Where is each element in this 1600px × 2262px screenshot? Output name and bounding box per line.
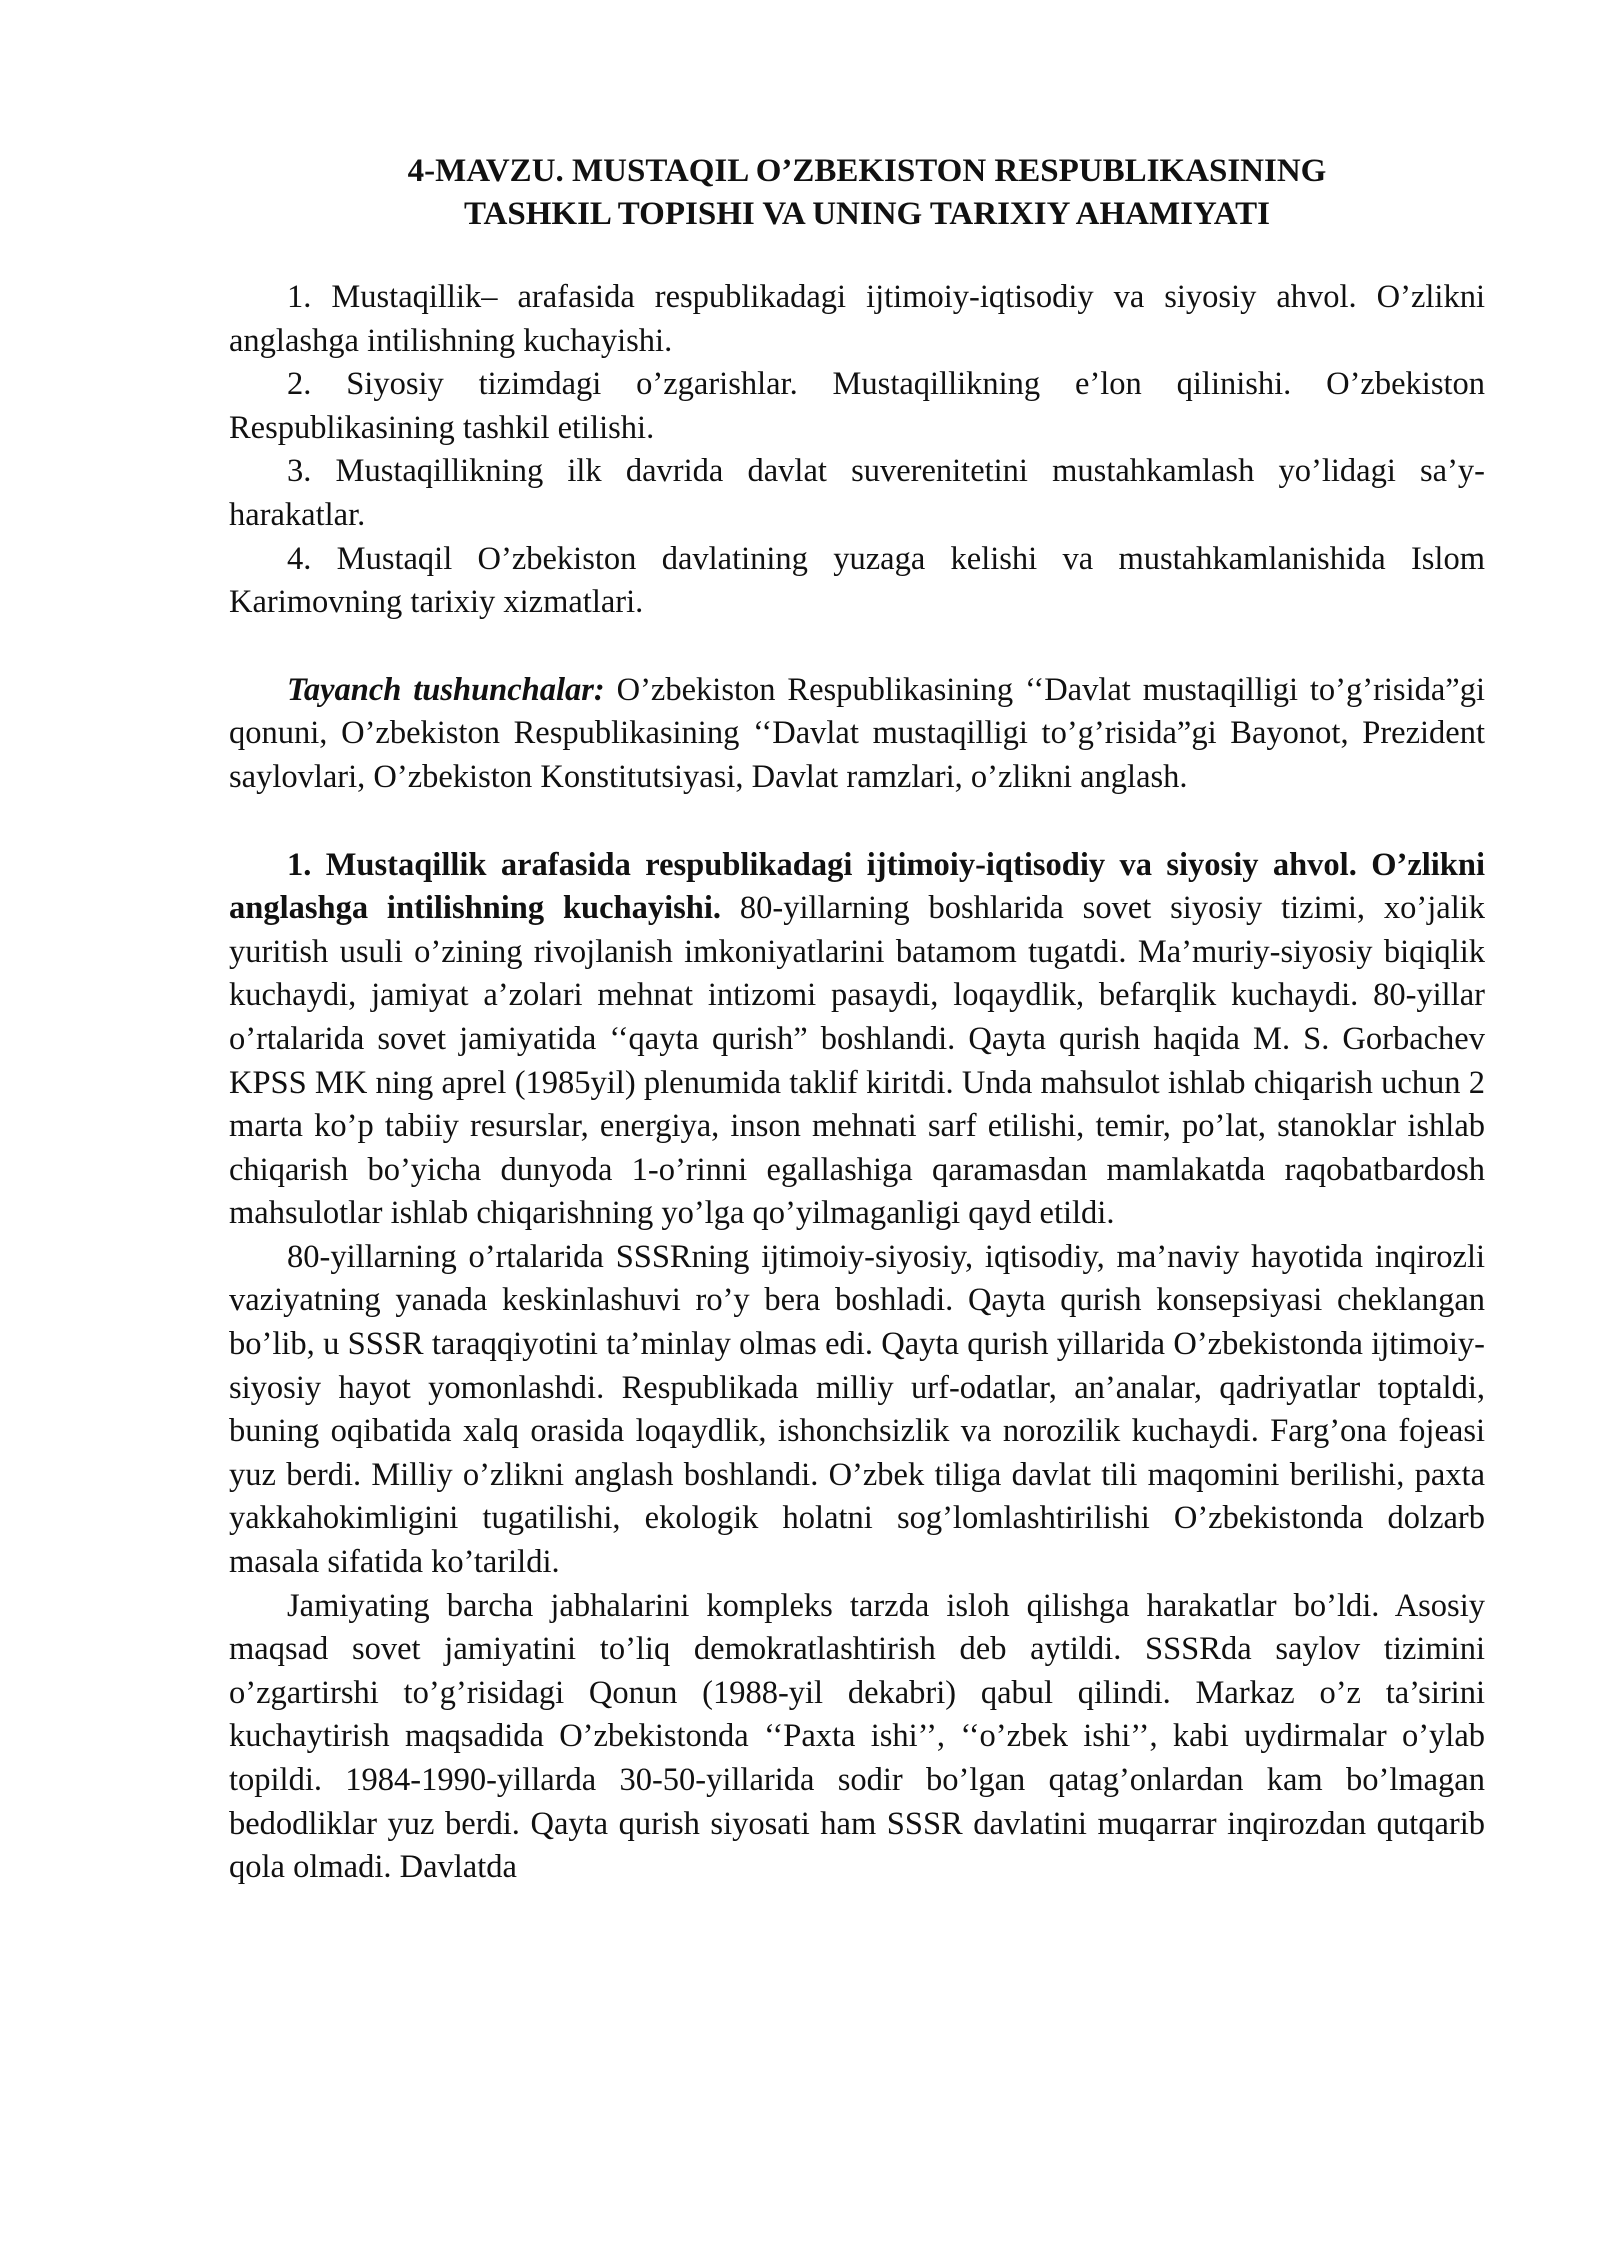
section-1-paragraph-2: 80-yillarning o’rtalarida SSSRning ijtimoiy-siyosiy, iqtisodiy, ma’naviy hayotida inqirozli vaziyatning yanada keskinlashuvi ro’y bera boshladi. Qayta qurish konsepsiyasi cheklangan bo’lib, u SSSR taraqqiyotini ta’minlay olmas edi. Qayta qurish yillarida O’zbekistonda ijtimoiy-siyosiy hayot yomonlashdi. Respublikada milliy urf-odatlar, an’analar, qadriyatlar toptaldi, buning oqibatida xalq orasida loqaydlik, ishonchsizlik va norozilik kuchaydi. Farg’ona fojeasi yuz berdi. Milliy o’zlikni anglash boshlandi. O’zbek tiliga davlat tili maqomini berilishi, paxta yakkahokimligini tugatilishi, ekologik holatni sog’lomlashtirilishi O’zbekistonda dolzarb masala sifatida ko’tarildi. [229, 1238, 1485, 1581]
document-title [229, 150, 1485, 236]
key-concepts [229, 669, 1485, 800]
document-page [229, 150, 1485, 1890]
section-1-paragraph-1 [229, 844, 1485, 1236]
plan-item-3: 3. Mustaqillikning ilk davrida davlat suverenitetini mustahkamlash yo’lidagi sa’y-harakatlar. [229, 453, 1485, 533]
title-line-2: TASHKIL TOPISHI VA UNING TARIXIY AHAMIYATI [463, 196, 1270, 232]
key-concepts-label: Tayanch tushunchalar: [287, 671, 605, 708]
section-1 [229, 844, 1485, 1890]
plan-item-4: 4. Mustaqil O’zbekiston davlatining yuzaga kelishi va mustahkamlanishida Islom Karimovning tarixiy xizmatlari. [229, 540, 1485, 621]
section-1-paragraph-3: Jamiyating barcha jabhalarini kompleks tarzda isloh qilishga harakatlar bo’ldi. Asosiy maqsad sovet jamiyatini to’liq demokratlashtirish deb aytildi. SSSRda saylov tizimini o’zgartirshi to’g’risidagi Qonun (1988-yil dekabri) qabul qilindi. Markaz o’z ta’sirini kuchaytirish maqsadida O’zbekistonda ‘‘Paxta ishi’’, ‘‘o’zbek ishi’’, kabi uydirmalar o’ylab topildi. 1984-1990-yillarda 30-50-yillarida sodir bo’lgan qatag’onlardan kam bo’lmagan bedodliklar yuz berdi. Qayta qurish siyosati ham SSSR davlatini muqarrar inqirozdan qutqarib qola olmadi. Davlatda [229, 1587, 1485, 1886]
plan-item-2: 2. Siyosiy tizimdagi o’zgarishlar. Mustaqillikning e’lon qilinishi. O’zbekiston Respublikasining tashkil etilishi. [229, 366, 1485, 446]
plan-item-1: 1. Mustaqillik– arafasida respublikadagi ijtimoiy-iqtisodiy va siyosiy ahvol. O’zlikni anglashga intilishning kuchayishi. [229, 279, 1485, 359]
topic-plan [229, 276, 1485, 625]
title-line-1: 4-MAVZU. MUSTAQIL O’ZBEKISTON RESPUBLIKASINING [407, 153, 1327, 189]
section-1-paragraph-1-text: 80-yillarning boshlarida sovet siyosiy tizimi, xo’jalik yuritish usuli o’zining rivojlanish imkoniyatlarini batamom tugatdi. Ma’muriy-siyosiy biqiqlik kuchaydi, jamiyat a’zolari mehnat intizomi pasaydi, loqaydlik, befarqlik kuchaydi. 80-yillar o’rtalarida sovet jamiyatida ‘‘qayta qurish” boshlandi. Qayta qurish haqida M. S. Gorbachev KPSS MK ning aprel (1985yil) plenumida taklif kiritdi. Unda mahsulot ishlab chiqarish uchun 2 marta ko’p tabiiy resurslar, energiya, inson mehnati sarf etilishi, temir, po’lat, stanoklar ishlab chiqarish bo’yicha dunyoda 1-o’rinni egallashiga qaramasdan mamlakatda raqobatbardosh mahsulotlar ishlab chiqarishning yo’lga qo’yilmaganligi qayd etildi. [229, 890, 1485, 1232]
key-concepts-text: O’zbekiston Respublikasining ‘‘Davlat mustaqilligi to’g’risida”gi qonuni, O’zbekiston Respublikasining ‘‘Davlat mustaqilligi to’g’risida”gi Bayonot, Prezident saylovlari, O’zbekiston Konstitutsiyasi, Davlat ramzlari, o’zlikni anglash. [229, 671, 1485, 795]
section-1-heading: 1. Mustaqillik arafasida respublikadagi ijtimoiy-iqtisodiy va siyosiy ahvol. O’zlikni anglashga intilishning kuchayishi. [229, 846, 1485, 927]
